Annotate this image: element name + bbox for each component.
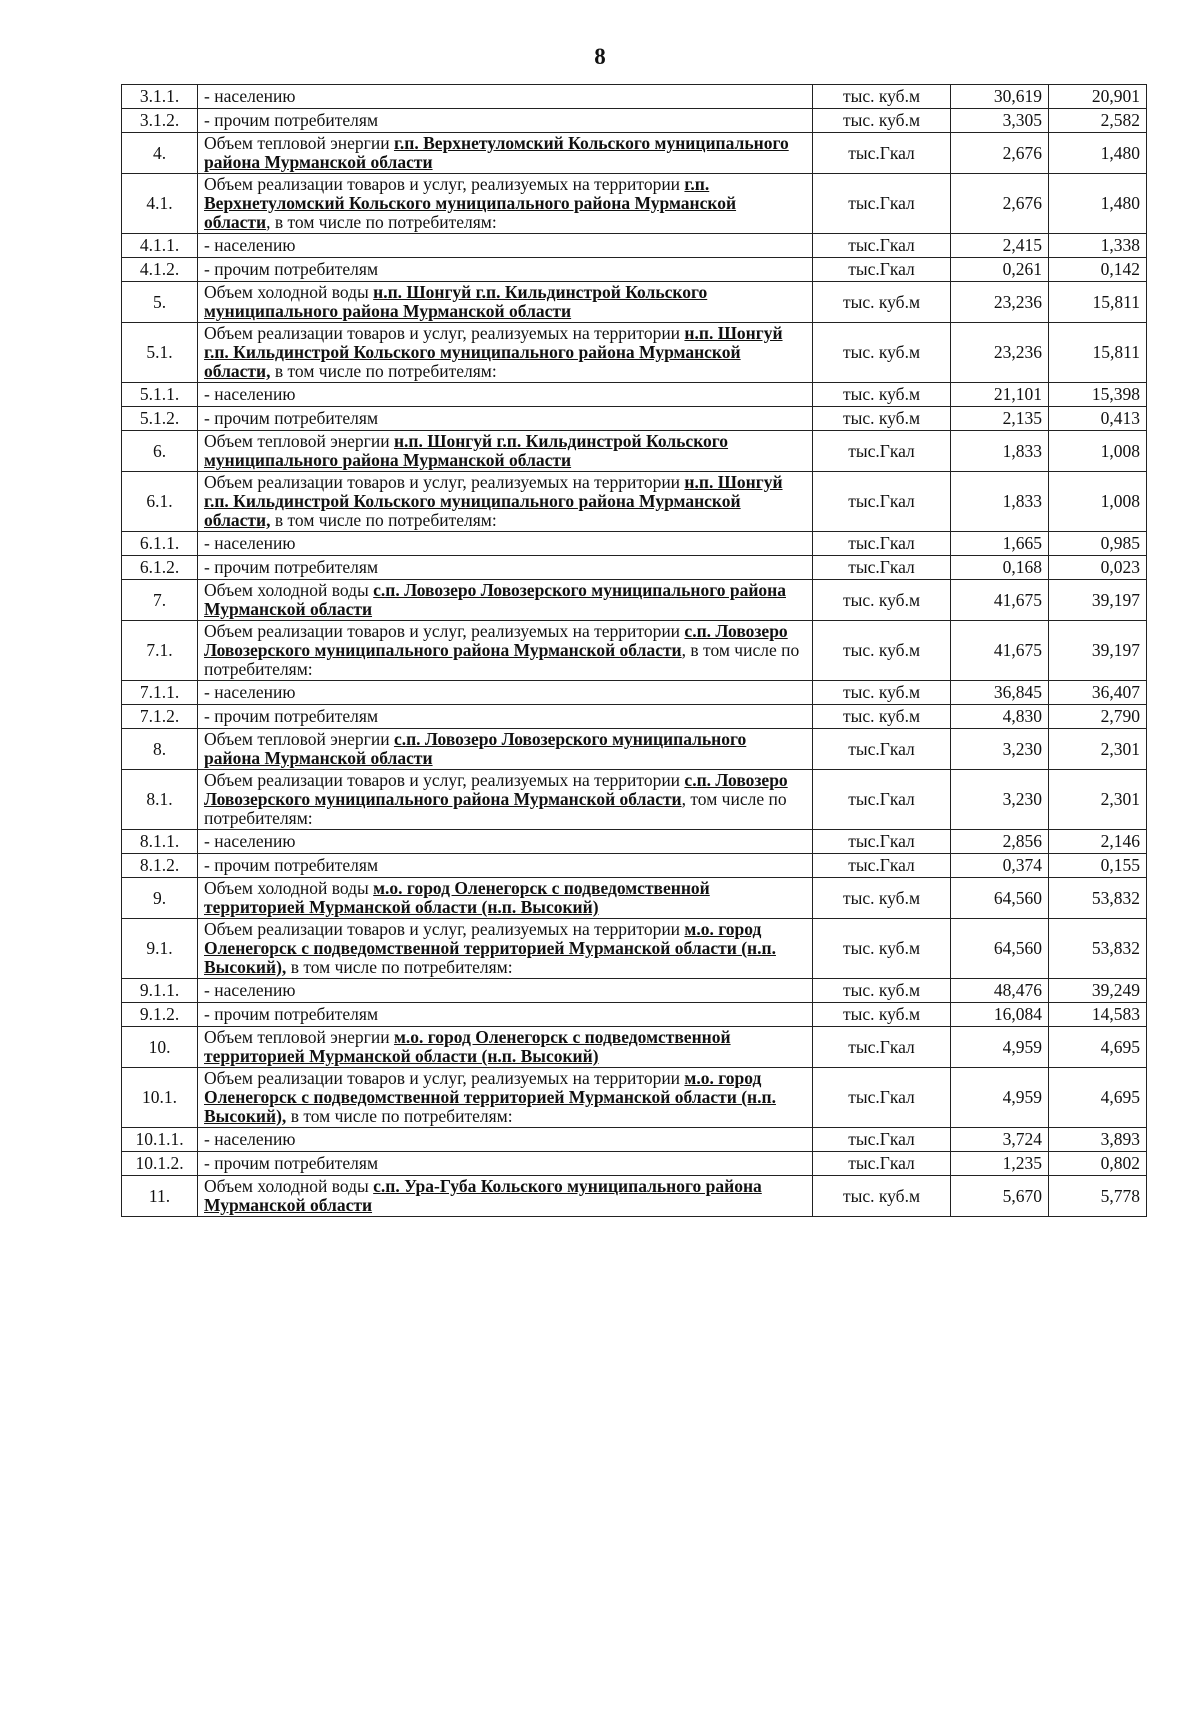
row-value-1: 48,476 [951,979,1049,1003]
table-row [122,174,1147,234]
row-territory: с.п. Ловозеро Ловозерского муниципального района Мурманской области [204,770,788,809]
row-text: Объем реализации товаров и услуг, реализуемых на территории [204,770,685,790]
table-row [122,1003,1147,1027]
row-unit: тыс.Гкал [813,854,951,878]
row-value-1: 0,374 [951,854,1049,878]
table-row [122,472,1147,532]
table-row [122,556,1147,580]
table-row [122,681,1147,705]
row-unit: тыс. куб.м [813,705,951,729]
row-description [198,407,813,431]
row-value-1: 36,845 [951,681,1049,705]
row-unit: тыс. куб.м [813,323,951,383]
row-unit: тыс. куб.м [813,109,951,133]
row-text: - населению [204,384,296,404]
row-value-1: 3,230 [951,770,1049,830]
row-territory: г.п. Верхнетуломский Кольского муниципального района Мурманской области [204,133,789,172]
row-value-1: 4,959 [951,1027,1049,1068]
table-body [122,85,1147,1217]
row-value-2: 15,811 [1049,323,1147,383]
row-territory: м.о. город Оленегорск с подведомственной территорией Мурманской области (н.п. Высокий), [204,1068,776,1126]
row-unit: тыс. куб.м [813,681,951,705]
row-value-2: 1,480 [1049,174,1147,234]
table-row [122,1152,1147,1176]
table-row [122,919,1147,979]
table-row [122,85,1147,109]
row-value-1: 3,724 [951,1128,1049,1152]
row-value-1: 4,830 [951,705,1049,729]
row-number: 10.1. [122,1068,198,1128]
row-value-2: 2,146 [1049,830,1147,854]
row-value-2: 2,582 [1049,109,1147,133]
row-description [198,1152,813,1176]
row-value-2: 0,155 [1049,854,1147,878]
row-value-2: 0,413 [1049,407,1147,431]
row-unit: тыс.Гкал [813,556,951,580]
row-value-1: 2,676 [951,174,1049,234]
table-row [122,258,1147,282]
row-value-2: 15,811 [1049,282,1147,323]
row-value-1: 0,261 [951,258,1049,282]
row-number: 5. [122,282,198,323]
row-unit: тыс. куб.м [813,1003,951,1027]
table-row [122,979,1147,1003]
row-number: 7.1.1. [122,681,198,705]
row-text-tail: , в том числе по потребителям: [204,640,800,679]
row-unit: тыс. куб.м [813,383,951,407]
row-value-1: 1,235 [951,1152,1049,1176]
row-territory: с.п. Ловозеро Ловозерского муниципального района Мурманской области [204,580,786,619]
row-text: Объем тепловой энергии [204,729,394,749]
row-description [198,1003,813,1027]
table-row [122,282,1147,323]
row-description [198,234,813,258]
row-value-1: 1,833 [951,472,1049,532]
row-number: 9. [122,878,198,919]
row-value-2: 5,778 [1049,1176,1147,1217]
row-number: 4.1. [122,174,198,234]
row-description [198,854,813,878]
table-row [122,878,1147,919]
row-number: 11. [122,1176,198,1217]
row-description [198,919,813,979]
table-row [122,1068,1147,1128]
row-description [198,472,813,532]
table-row [122,1027,1147,1068]
row-territory: м.о. город Оленегорск с подведомственной территорией Мурманской области (н.п. Высокий) [204,878,710,917]
row-description [198,323,813,383]
row-description [198,109,813,133]
row-description [198,1068,813,1128]
table-row [122,532,1147,556]
row-territory: м.о. город Оленегорск с подведомственной территорией Мурманской области (н.п. Высокий) [204,1027,731,1066]
row-number: 4.1.2. [122,258,198,282]
row-value-1: 41,675 [951,621,1049,681]
row-number: 6.1. [122,472,198,532]
table-row [122,729,1147,770]
table-row [122,854,1147,878]
table-row [122,234,1147,258]
row-value-2: 0,142 [1049,258,1147,282]
row-text: Объем реализации товаров и услуг, реализуемых на территории [204,323,685,343]
row-number: 8.1. [122,770,198,830]
row-text: Объем реализации товаров и услуг, реализуемых на территории [204,621,685,641]
row-description [198,681,813,705]
row-value-2: 39,197 [1049,621,1147,681]
page-number: 8 [594,44,606,69]
row-text: Объем тепловой энергии [204,431,394,451]
row-description [198,621,813,681]
row-number: 7.1.2. [122,705,198,729]
row-text: - населению [204,831,296,851]
row-description [198,431,813,472]
row-territory: с.п. Ловозеро Ловозерского муниципального района Мурманской области [204,729,747,768]
row-value-2: 15,398 [1049,383,1147,407]
row-value-1: 2,415 [951,234,1049,258]
row-description [198,979,813,1003]
row-value-2: 1,008 [1049,472,1147,532]
row-text: Объем холодной воды [204,878,374,898]
row-text: - прочим потребителям [204,855,379,875]
table-row [122,407,1147,431]
row-value-2: 53,832 [1049,919,1147,979]
row-value-1: 64,560 [951,919,1049,979]
row-number: 7.1. [122,621,198,681]
row-value-2: 1,338 [1049,234,1147,258]
row-value-1: 2,856 [951,830,1049,854]
row-text: Объем реализации товаров и услуг, реализуемых на территории [204,1068,685,1088]
row-unit: тыс.Гкал [813,174,951,234]
row-unit: тыс.Гкал [813,729,951,770]
row-description [198,580,813,621]
row-territory: н.п. Шонгуй г.п. Кильдинстрой Кольского муниципального района Мурманской области [204,431,729,470]
row-value-1: 3,305 [951,109,1049,133]
row-number: 7. [122,580,198,621]
row-value-1: 5,670 [951,1176,1049,1217]
row-value-2: 4,695 [1049,1027,1147,1068]
row-description [198,282,813,323]
row-value-1: 0,168 [951,556,1049,580]
row-description [198,174,813,234]
row-value-2: 2,301 [1049,729,1147,770]
row-description [198,556,813,580]
row-description [198,729,813,770]
row-description [198,705,813,729]
row-text: Объем тепловой энергии [204,133,394,153]
row-text: Объем реализации товаров и услуг, реализуемых на территории [204,919,685,939]
row-number: 6. [122,431,198,472]
row-text: Объем холодной воды [204,580,374,600]
row-unit: тыс.Гкал [813,830,951,854]
row-unit: тыс.Гкал [813,1128,951,1152]
row-value-1: 41,675 [951,580,1049,621]
row-number: 10.1.1. [122,1128,198,1152]
row-text: - населению [204,1129,296,1149]
row-number: 9.1. [122,919,198,979]
row-text: Объем реализации товаров и услуг, реализуемых на территории [204,174,685,194]
row-value-2: 2,790 [1049,705,1147,729]
row-territory: н.п. Шонгуй г.п. Кильдинстрой Кольского муниципального района Мурманской области, [204,323,783,381]
row-unit: тыс.Гкал [813,472,951,532]
row-description [198,85,813,109]
row-territory: г.п. Верхнетуломский Кольского муниципального района Мурманской области [204,174,737,232]
row-value-1: 1,833 [951,431,1049,472]
row-text-tail: , в том числе по потребителям: [266,212,497,232]
table-row [122,383,1147,407]
row-text: - населению [204,533,296,553]
row-value-1: 30,619 [951,85,1049,109]
table-row [122,1176,1147,1217]
row-value-2: 2,301 [1049,770,1147,830]
row-unit: тыс. куб.м [813,1176,951,1217]
table-row [122,133,1147,174]
row-text: - прочим потребителям [204,1004,379,1024]
row-text-tail: в том числе по потребителям: [270,510,497,530]
row-unit: тыс. куб.м [813,878,951,919]
table-row [122,431,1147,472]
row-number: 6.1.2. [122,556,198,580]
row-unit: тыс.Гкал [813,1068,951,1128]
row-unit: тыс. куб.м [813,407,951,431]
row-unit: тыс.Гкал [813,1027,951,1068]
row-description [198,770,813,830]
row-territory: н.п. Шонгуй г.п. Кильдинстрой Кольского муниципального района Мурманской области, [204,472,783,530]
row-description [198,1027,813,1068]
row-number: 3.1.1. [122,85,198,109]
row-text: - населению [204,980,296,1000]
row-value-1: 2,135 [951,407,1049,431]
row-unit: тыс.Гкал [813,770,951,830]
row-value-1: 23,236 [951,323,1049,383]
row-unit: тыс.Гкал [813,431,951,472]
row-value-1: 2,676 [951,133,1049,174]
row-text: Объем холодной воды [204,1176,374,1196]
row-unit: тыс. куб.м [813,979,951,1003]
row-unit: тыс. куб.м [813,282,951,323]
row-text: Объем тепловой энергии [204,1027,394,1047]
row-value-2: 39,249 [1049,979,1147,1003]
row-unit: тыс.Гкал [813,234,951,258]
table-row [122,705,1147,729]
row-territory: с.п. Ловозеро Ловозерского муниципального района Мурманской области [204,621,788,660]
row-description [198,532,813,556]
table-row [122,109,1147,133]
row-text-tail: в том числе по потребителям: [286,957,513,977]
row-text: - населению [204,235,296,255]
row-text-tail: , том числе по потребителям: [204,789,787,828]
row-value-2: 20,901 [1049,85,1147,109]
row-value-1: 3,230 [951,729,1049,770]
row-number: 9.1.2. [122,1003,198,1027]
row-text: - населению [204,86,296,106]
row-number: 9.1.1. [122,979,198,1003]
table-row [122,1128,1147,1152]
row-text: Объем холодной воды [204,282,374,302]
row-value-1: 64,560 [951,878,1049,919]
row-unit: тыс. куб.м [813,621,951,681]
row-unit: тыс.Гкал [813,258,951,282]
row-value-2: 14,583 [1049,1003,1147,1027]
row-value-2: 39,197 [1049,580,1147,621]
row-value-2: 4,695 [1049,1068,1147,1128]
row-description [198,383,813,407]
row-description [198,133,813,174]
row-text-tail: в том числе по потребителям: [286,1106,513,1126]
row-territory: с.п. Ура-Губа Кольского муниципального района Мурманской области [204,1176,762,1215]
row-text: - прочим потребителям [204,110,379,130]
row-number: 8. [122,729,198,770]
row-unit: тыс.Гкал [813,1152,951,1176]
row-value-1: 21,101 [951,383,1049,407]
data-table [121,84,1147,1217]
row-value-2: 1,480 [1049,133,1147,174]
table-row [122,770,1147,830]
row-text: - прочим потребителям [204,408,379,428]
row-unit: тыс. куб.м [813,919,951,979]
row-number: 5.1.1. [122,383,198,407]
row-value-1: 23,236 [951,282,1049,323]
row-unit: тыс. куб.м [813,580,951,621]
row-value-2: 53,832 [1049,878,1147,919]
row-text-tail: в том числе по потребителям: [270,361,497,381]
row-text: Объем реализации товаров и услуг, реализуемых на территории [204,472,685,492]
row-description [198,258,813,282]
row-territory: н.п. Шонгуй г.п. Кильдинстрой Кольского муниципального района Мурманской области [204,282,708,321]
row-value-2: 36,407 [1049,681,1147,705]
row-number: 3.1.2. [122,109,198,133]
row-value-1: 16,084 [951,1003,1049,1027]
row-description [198,830,813,854]
row-number: 10.1.2. [122,1152,198,1176]
table-row [122,830,1147,854]
row-number: 8.1.2. [122,854,198,878]
row-number: 4.1.1. [122,234,198,258]
row-description [198,878,813,919]
row-value-2: 0,802 [1049,1152,1147,1176]
table-row [122,580,1147,621]
row-number: 5.1. [122,323,198,383]
row-value-1: 1,665 [951,532,1049,556]
table-row [122,621,1147,681]
row-value-1: 4,959 [951,1068,1049,1128]
row-value-2: 1,008 [1049,431,1147,472]
row-text: - населению [204,682,296,702]
row-text: - прочим потребителям [204,1153,379,1173]
row-value-2: 0,023 [1049,556,1147,580]
row-unit: тыс. куб.м [813,85,951,109]
row-value-2: 3,893 [1049,1128,1147,1152]
row-number: 5.1.2. [122,407,198,431]
row-text: - прочим потребителям [204,706,379,726]
row-description [198,1128,813,1152]
row-text: - прочим потребителям [204,557,379,577]
row-value-2: 0,985 [1049,532,1147,556]
row-number: 4. [122,133,198,174]
row-number: 8.1.1. [122,830,198,854]
row-number: 6.1.1. [122,532,198,556]
row-territory: м.о. город Оленегорск с подведомственной территорией Мурманской области (н.п. Высокий), [204,919,776,977]
row-unit: тыс.Гкал [813,532,951,556]
table-row [122,323,1147,383]
row-text: - прочим потребителям [204,259,379,279]
row-number: 10. [122,1027,198,1068]
row-unit: тыс.Гкал [813,133,951,174]
row-description [198,1176,813,1217]
